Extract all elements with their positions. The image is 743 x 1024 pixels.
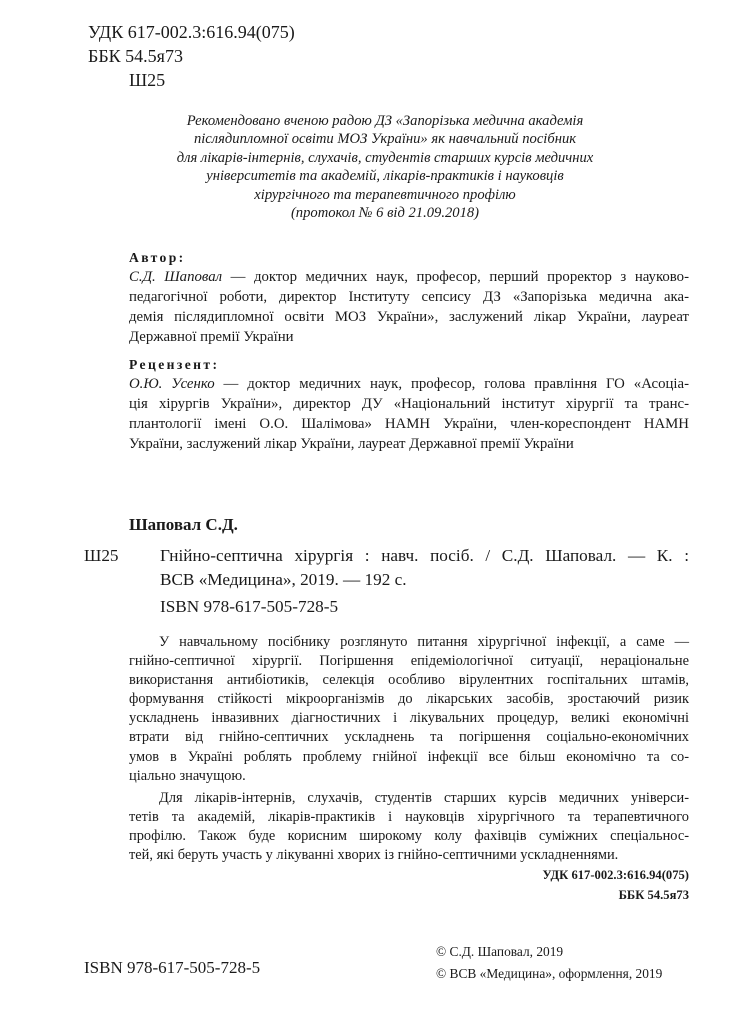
bib-code: Ш25 [84,546,119,565]
bib-title-line: Гнійно-септична хірургія : навч. посіб. / С.Д. Шаповал. — К. : [160,546,689,565]
author-mark: Ш25 [129,70,166,90]
reviewer-line: плантології імені О.О. Шалімова» НАМН України, член-кореспондент НАМН [129,416,689,432]
annotation-line: умов в Україні роблять проблему гнійної інфекції все більш економічно та со- [129,748,689,765]
annotation-line: Для лікарів-інтернів, слухачів, студентів старших курсів медичних універси- [159,789,689,806]
recommendation-line: Рекомендовано вченою радою ДЗ «Запорізька медична академія [186,113,584,129]
bib-author: Шаповал С.Д. [129,515,238,534]
author-name: С.Д. Шаповал [129,269,223,285]
author-desc: — доктор медичних наук, професор, перший проректор з науково- [222,269,690,285]
author-line: Державної премії України [129,329,294,345]
copyright-publisher: © ВСВ «Медицина», оформлення, 2019 [436,966,663,981]
annotation-line: профілю. Також буде корисним широкому колу фахівців суміжних спеціальнос- [129,827,689,844]
author-section [129,249,689,347]
annotation-line: ускладнень інвазивних діагностичних і лікувальних процедур, великі економічні [129,710,689,727]
author-line: демія післядипломної освіти МОЗ України», заслужений лікар України, лауреат [129,309,689,325]
annotation-line: втрати від гнійно-септичних ускладнень та погіршення соціально-економічних [129,729,689,746]
reviewer-name: О.Ю. Усенко [129,376,215,392]
author-line: педагогічної роботи, директор Інституту сепсису ДЗ «Запорізька медична ака- [129,289,689,305]
bib-isbn: ISBN 978-617-505-728-5 [160,597,339,616]
reviewer-line: України, заслужений лікар України, лауреат Державної премії України [129,436,574,452]
recommendation-line: післядипломної освіти МОЗ України» як навчальний посібник [193,131,577,148]
author-label: Автор: [129,250,186,265]
bib-publisher-line: ВСВ «Медицина», 2019. — 192 с. [160,570,407,589]
recommendation-block [150,112,620,222]
annotation-line: гнійно-септичної хірургії. Погіршення епідеміологічної ситуації, нераціональне [129,653,689,670]
annotation-line: У навчальному посібнику розглянуто питання хірургічної інфекції, а саме — [159,634,689,650]
annotation [129,633,689,865]
recommendation-line: хірургічного та терапевтичного профілю [254,186,516,203]
udk-code: УДК 617-002.3:616.94(075) [88,22,295,42]
annotation-line: тей, які беруть участь у лікуванні хворих із гнійно-септичними ускладненнями. [129,847,619,864]
reviewer-label: Рецензент: [129,357,220,372]
classification-udk: УДК 617-002.3:616.94(075) [542,868,689,882]
footer-isbn: ISBN 978-617-505-728-5 [84,958,261,977]
bbk-code: ББК 54.5я73 [88,46,183,66]
reviewer-line [129,374,689,394]
reviewer-section [129,356,689,454]
annotation-line: ціально значущою. [129,767,246,784]
reviewer-line: ція хірургів України», директор ДУ «Національний інститут хірургії та транс- [129,396,689,412]
recommendation-line: для лікарів-інтернів, слухачів, студентів старших курсів медичних [176,149,594,166]
reviewer-desc: — доктор медичних наук, професор, голова правління ГО «Асоціа- [214,376,690,392]
annotation-line: формування стійкості мікроорганізмів до лікарських засобів, зростаючий ризик [129,691,689,708]
copyright-author: © С.Д. Шаповал, 2019 [436,944,564,959]
author-line [129,267,689,287]
recommendation-line: (протокол № 6 від 21.09.2018) [290,205,480,222]
annotation-line: використання антибіотиків, селекція особливо вірулентних госпітальних штамів, [129,672,689,689]
recommendation-line: університетів та академій, лікарів-практиків і науковців [206,168,564,185]
classification-bbk: ББК 54.5я73 [618,888,689,902]
annotation-line: тетів та академій, лікарів-практиків і науковців хірургічного та терапевтичного [129,808,689,825]
